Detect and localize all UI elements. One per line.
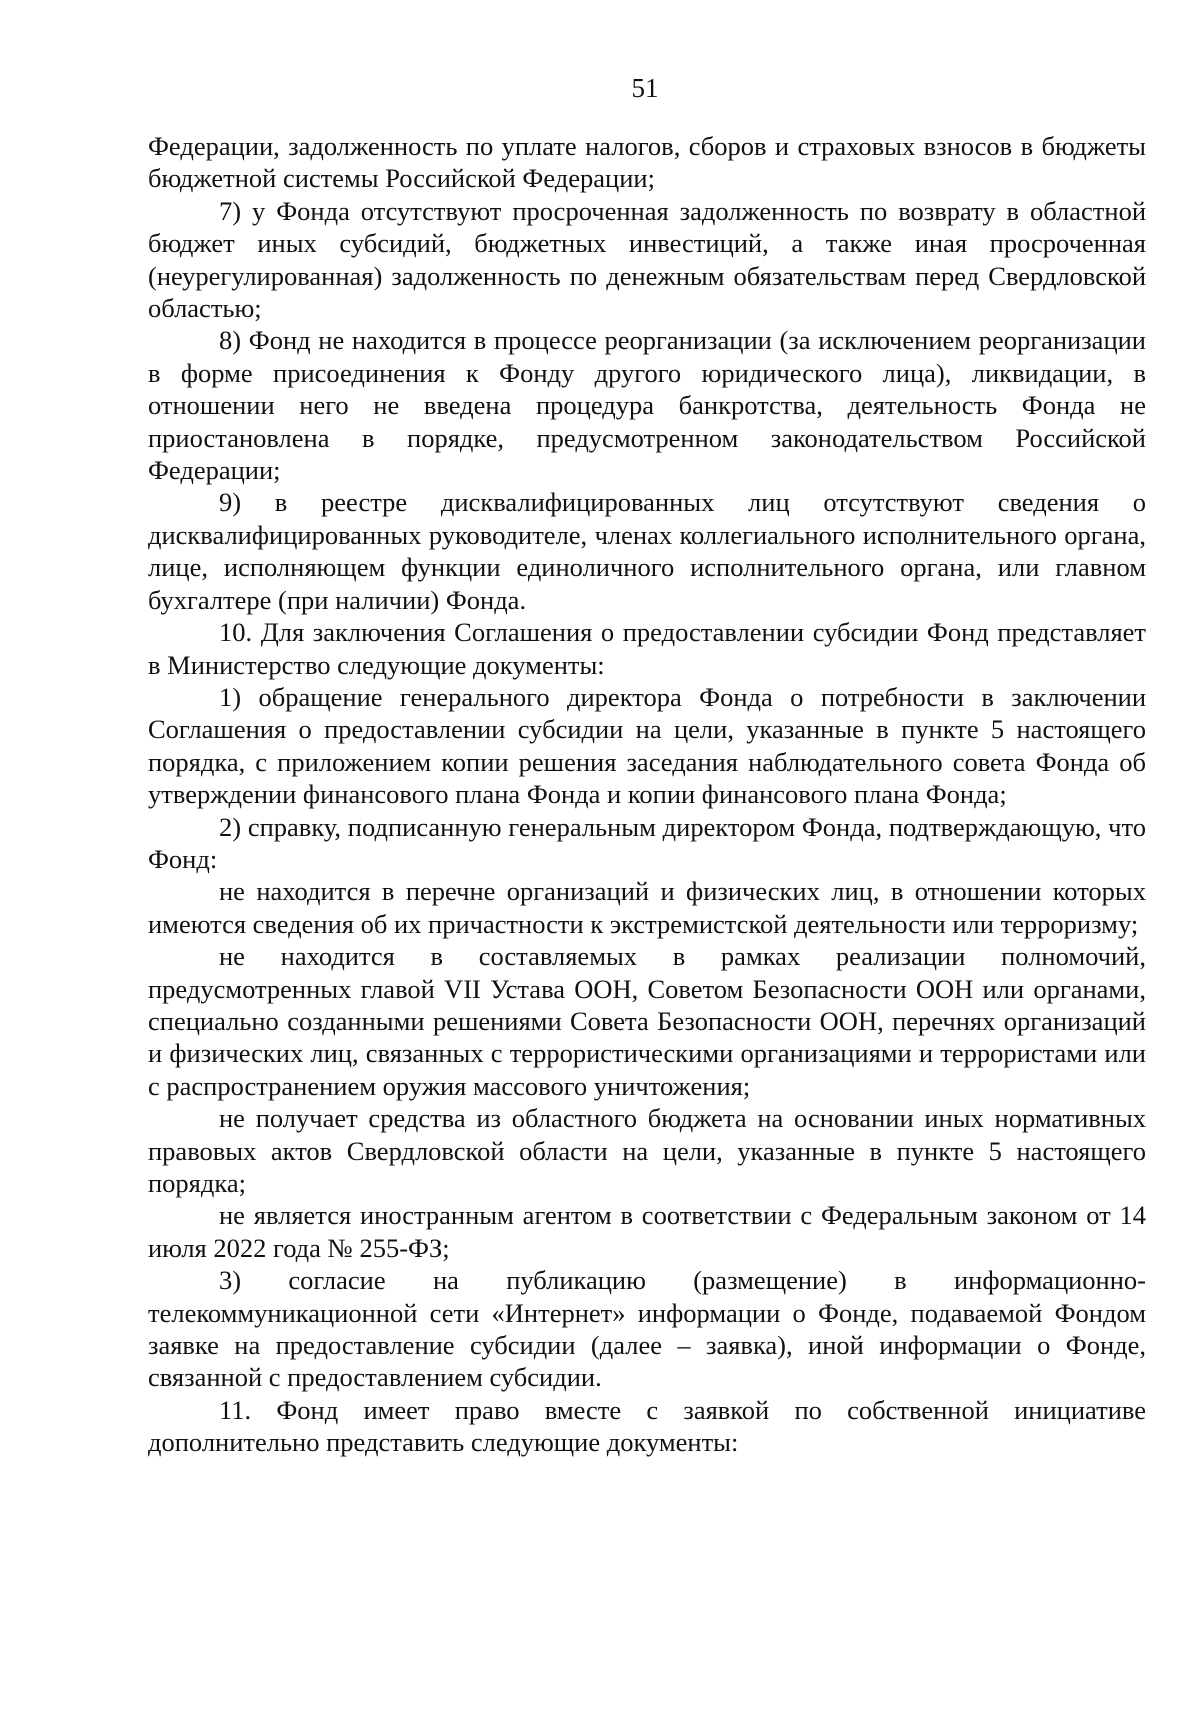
paragraph-item-9: 9) в реестре дисквалифицированных лиц отсутствуют сведения о дисквалифицированных руководителе, членах коллегиального исполнительного органа, лице, исполняющем функции единоличного исполнительного органа, или главном бухгалтере (при наличии) Фонда. <box>148 487 1146 615</box>
page-number: 51 <box>631 73 659 103</box>
paragraph-continuation: Федерации, задолженность по уплате налогов, сборов и страховых взносов в бюджеты бюджетной системы Российской Федерации; <box>148 131 1146 194</box>
paragraph-clause-10: 10. Для заключения Соглашения о предоставлении субсидии Фонд представляет в Министерство следующие документы: <box>148 617 1146 680</box>
paragraph-condition-budget: не получает средства из областного бюджета на основании иных нормативных правовых актов Свердловской области на цели, указанные в пункте 5 настоящего порядка; <box>148 1103 1146 1198</box>
paragraph-item-7: 7) у Фонда отсутствуют просроченная задолженность по возврату в областной бюджет иных субсидий, бюджетных инвестиций, а также иная просроченная (неурегулированная) задолженность по денежным обязательствам перед Свердловской областью; <box>148 195 1146 324</box>
paragraph-condition-un-lists: не находится в составляемых в рамках реализации полномочий, предусмотренных главой VII Устава ООН, Советом Безопасности ООН или органами, специально созданными решениями Совета Безопасности ООН, перечнях организаций и физических лиц, связанных с террористическими организациями и террористами или с распространением оружия массового уничтожения; <box>148 941 1146 1101</box>
paragraph-subitem-1: 1) обращение генерального директора Фонда о потребности в заключении Соглашения о предоставлении субсидии на цели, указанные в пункте 5 настоящего порядка, с приложением копии решения заседания наблюдательного совета Фонда об утверждении финансового плана Фонда и копии финансового плана Фонда; <box>148 681 1146 810</box>
paragraph-condition-extremism: не находится в перечне организаций и физических лиц, в отношении которых имеются сведения об их причастности к экстремистской деятельности или терроризму; <box>148 876 1146 939</box>
paragraph-subitem-2: 2) справку, подписанную генеральным директором Фонда, подтверждающую, что Фонд: <box>148 811 1146 874</box>
paragraph-condition-foreign-agent: не является иностранным агентом в соответствии с Федеральным законом от 14 июля 2022 года № 255-ФЗ; <box>148 1200 1146 1263</box>
document-body <box>148 130 1146 1459</box>
paragraph-item-8: 8) Фонд не находится в процессе реорганизации (за исключением реорганизации в форме присоединения к Фонду другого юридического лица), ликвидации, в отношении него не введена процедура банкротства, деятельность Фонда не приостановлена в порядке, предусмотренном законодательством Российской Федерации; <box>148 325 1146 486</box>
paragraph-subitem-3: 3) согласие на публикацию (размещение) в информационно-телекоммуникационной сети «Интернет» информации о Фонде, подаваемой Фондом заявке на предоставление субсидии (далее – заявка), иной информации о Фонде, связанной с предоставлением субсидии. <box>148 1265 1146 1393</box>
paragraph-clause-11: 11. Фонд имеет право вместе с заявкой по собственной инициативе дополнительно представить следующие документы: <box>148 1394 1146 1458</box>
